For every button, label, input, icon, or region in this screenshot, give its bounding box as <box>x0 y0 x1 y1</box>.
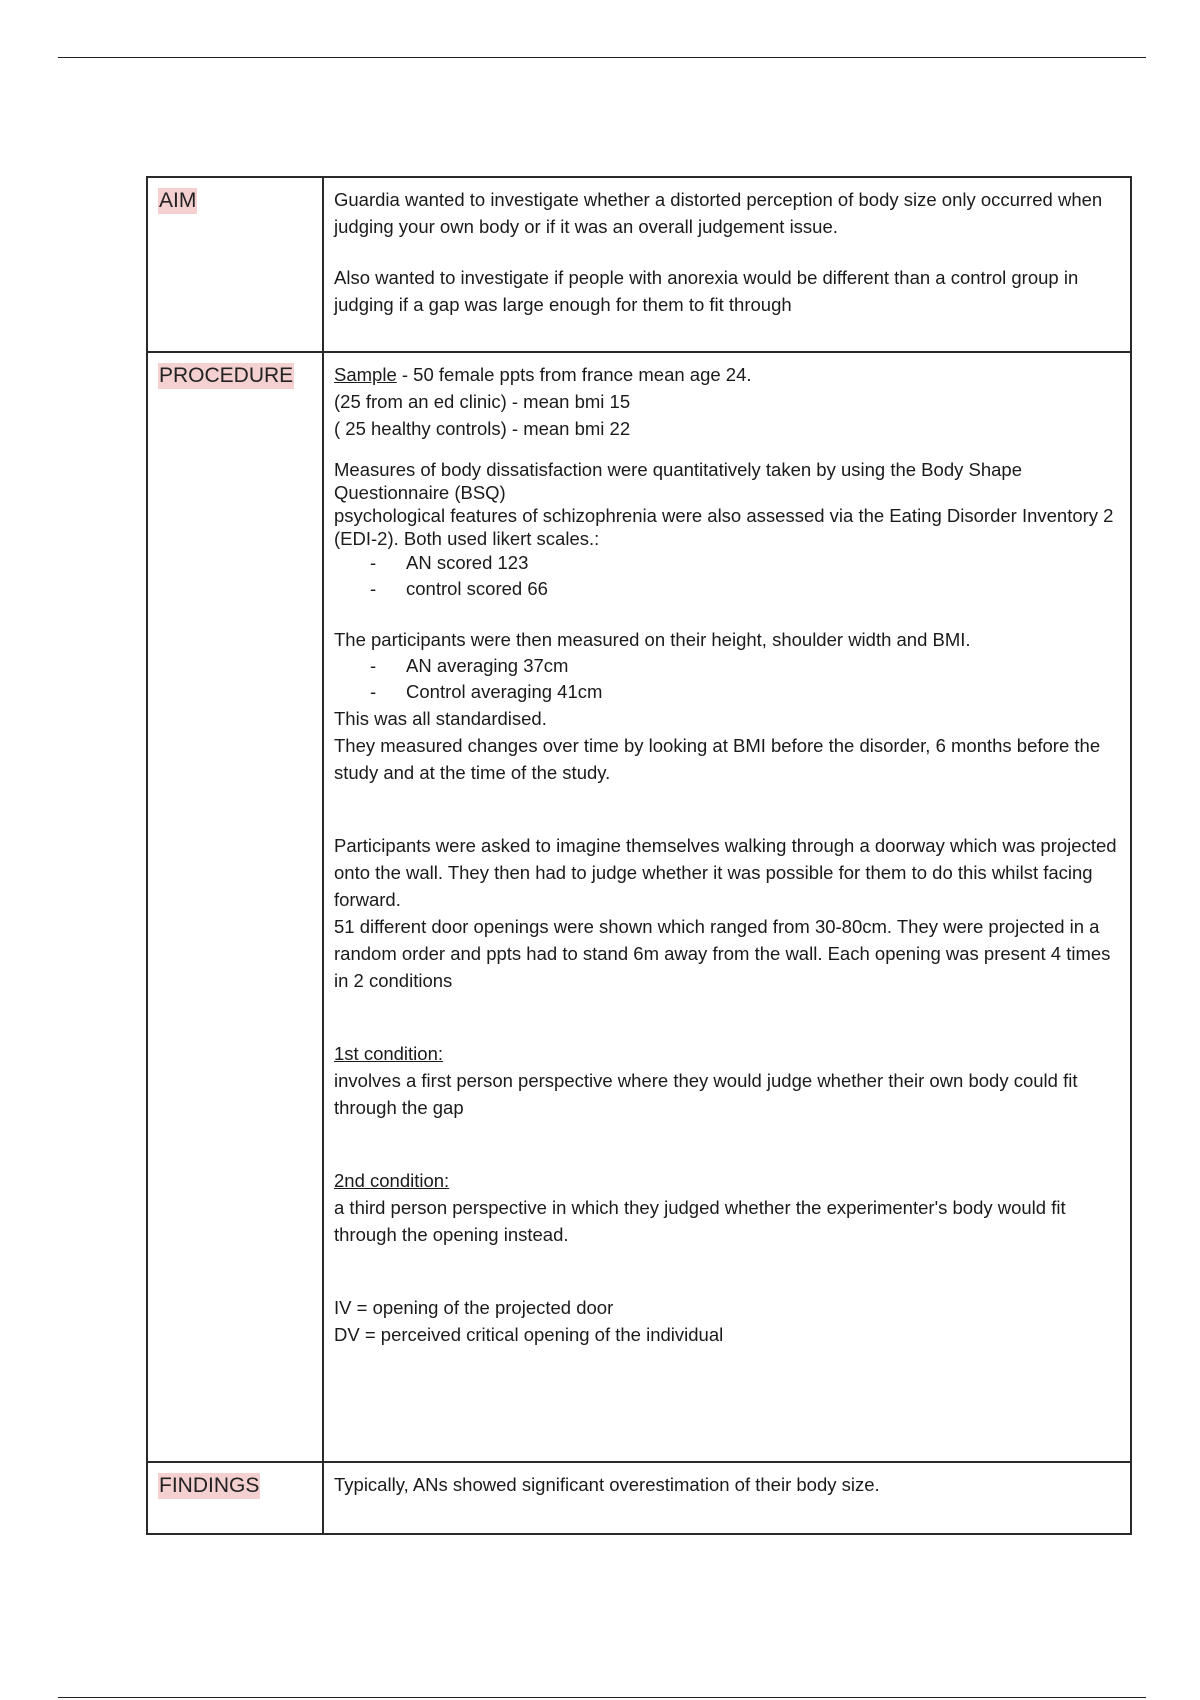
procedure-label-cell <box>147 352 323 1462</box>
procedure-label: PROCEDURE <box>159 364 294 387</box>
list-item: - AN averaging 37cm <box>370 653 1120 679</box>
findings-content-cell <box>323 1462 1131 1534</box>
standardised-line: This was all standardised. <box>334 708 547 729</box>
measured-paragraph: The participants were then measured on their height, shoulder width and BMI. <box>334 629 971 650</box>
measures-paragraph: Measures of body dissatisfaction were quantitatively taken by using the Body Shape Questionnaire (BSQ) <box>334 459 1022 503</box>
aim-label-cell <box>147 177 323 352</box>
aim-label: AIM <box>159 189 197 212</box>
findings-label: FINDINGS <box>159 1474 260 1497</box>
aim-row <box>147 177 1131 352</box>
list-item: - AN scored 123 <box>370 550 1120 576</box>
findings-label-cell <box>147 1462 323 1534</box>
sample-clinic-line: (25 from an ed clinic) - mean bmi 15 <box>334 391 631 412</box>
iv-line: IV = opening of the projected door <box>334 1297 614 1318</box>
findings-row <box>147 1462 1131 1534</box>
dv-line: DV = perceived critical opening of the individual <box>334 1324 724 1345</box>
scores-list <box>334 550 1120 602</box>
openings-paragraph: 51 different door openings were shown which ranged from 30-80cm. They were projected in a random order and ppts had to stand 6m away from the wall. Each opening was present 4 times in 2 conditions <box>334 916 1111 991</box>
condition-2-text: a third person perspective in which they judged whether the experimenter's body would fit through the opening instead. <box>334 1197 1066 1245</box>
procedure-content-cell <box>323 352 1131 1462</box>
sample-label: Sample <box>334 364 397 385</box>
imagine-paragraph: Participants were asked to imagine themselves walking through a doorway which was projected onto the wall. They then had to judge whether it was possible for them to do this whilst facing forward. <box>334 835 1117 910</box>
list-item: - Control averaging 41cm <box>370 679 1120 705</box>
condition-1-title: 1st condition: <box>334 1043 444 1064</box>
widths-list <box>334 653 1120 705</box>
psych-paragraph: psychological features of schizophrenia were also assessed via the Eating Disorder Inventory 2 (EDI-2). Both used likert scales.: <box>334 505 1114 549</box>
condition-1-text: involves a first person perspective where they would judge whether their own body could fit through the gap <box>334 1070 1078 1118</box>
sample-line <box>334 361 1120 388</box>
condition-2-title: 2nd condition: <box>334 1170 450 1191</box>
sample-control-line: ( 25 healthy controls) - mean bmi 22 <box>334 418 631 439</box>
study-table <box>146 176 1132 1535</box>
aim-paragraph-1: Guardia wanted to investigate whether a distorted perception of body size only occurred when judging your own body or if it was an overall judgement issue. <box>334 189 1103 237</box>
aim-paragraph-2: Also wanted to investigate if people with anorexia would be different than a control group in judging if a gap was large enough for them to fit through <box>334 267 1079 315</box>
top-rule <box>58 57 1146 58</box>
bottom-rule <box>58 1697 1146 1698</box>
procedure-row <box>147 352 1131 1462</box>
findings-text: Typically, ANs showed significant overestimation of their body size. <box>334 1474 880 1495</box>
list-item: - control scored 66 <box>370 576 1120 602</box>
changes-paragraph: They measured changes over time by looking at BMI before the disorder, 6 months before the study and at the time of the study. <box>334 735 1101 783</box>
aim-content-cell <box>323 177 1131 352</box>
sample-text: - 50 female ppts from france mean age 24. <box>396 364 752 385</box>
